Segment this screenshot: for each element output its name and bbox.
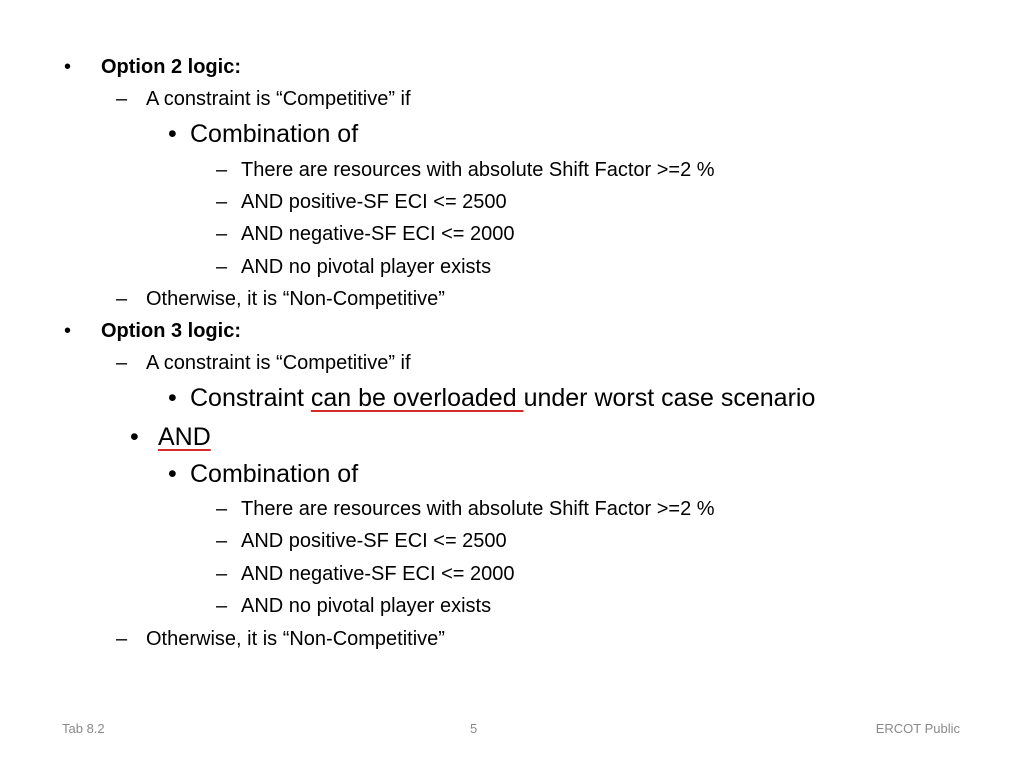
dash-marker: –	[216, 498, 228, 520]
bullet-marker: •	[64, 320, 72, 342]
underlined-text: AND	[158, 423, 211, 451]
footer-left: Tab 8.2	[62, 721, 105, 736]
dash-marker: –	[116, 352, 128, 374]
heading-text: Option 2 logic:	[101, 56, 241, 78]
bullet-text: Otherwise, it is “Non-Competitive”	[146, 628, 445, 650]
bullet-text: A constraint is “Competitive” if	[146, 352, 411, 374]
bullet-text-and	[158, 423, 211, 452]
bullet-text: Combination of	[190, 460, 359, 488]
dash-marker: –	[216, 563, 228, 585]
bullet-text: Otherwise, it is “Non-Competitive”	[146, 288, 445, 310]
dash-marker: –	[216, 595, 228, 617]
dash-marker: –	[216, 159, 228, 181]
bullet-text: AND positive-SF ECI <= 2500	[241, 530, 507, 552]
dash-marker: –	[116, 628, 128, 650]
bullet-text: AND no pivotal player exists	[241, 595, 492, 617]
bullet-marker: •	[168, 460, 177, 488]
option-2-heading	[101, 56, 241, 79]
dash-marker: –	[216, 530, 228, 552]
bullet-marker: •	[130, 423, 139, 451]
dash-marker: –	[216, 223, 228, 245]
text-segment: under worst case scenario	[523, 384, 816, 412]
text-segment: Constraint	[190, 384, 311, 412]
dash-marker: –	[216, 191, 228, 213]
bullet-text: Combination of	[190, 120, 359, 148]
bullet-marker: •	[64, 56, 72, 78]
bullet-text: AND negative-SF ECI <= 2000	[241, 563, 515, 585]
footer-right: ERCOT Public	[875, 721, 960, 736]
bullet-text-overloaded	[190, 384, 815, 413]
bullet-text: AND positive-SF ECI <= 2500	[241, 191, 507, 213]
bullet-text: There are resources with absolute Shift Factor >=2 %	[241, 498, 715, 520]
heading-text: Option 3 logic:	[101, 320, 241, 342]
option-3-heading	[101, 320, 241, 343]
bullet-marker: •	[168, 120, 177, 148]
underlined-text: can be overloaded	[310, 384, 524, 412]
bullet-text: There are resources with absolute Shift Factor >=2 %	[241, 159, 715, 181]
bullet-text: AND negative-SF ECI <= 2000	[241, 223, 515, 245]
bullet-text: AND no pivotal player exists	[241, 256, 492, 278]
dash-marker: –	[116, 288, 128, 310]
bullet-text: A constraint is “Competitive” if	[146, 88, 411, 110]
slide-number: 5	[470, 721, 478, 736]
dash-marker: –	[116, 88, 128, 110]
bullet-marker: •	[168, 384, 177, 412]
dash-marker: –	[216, 256, 228, 278]
